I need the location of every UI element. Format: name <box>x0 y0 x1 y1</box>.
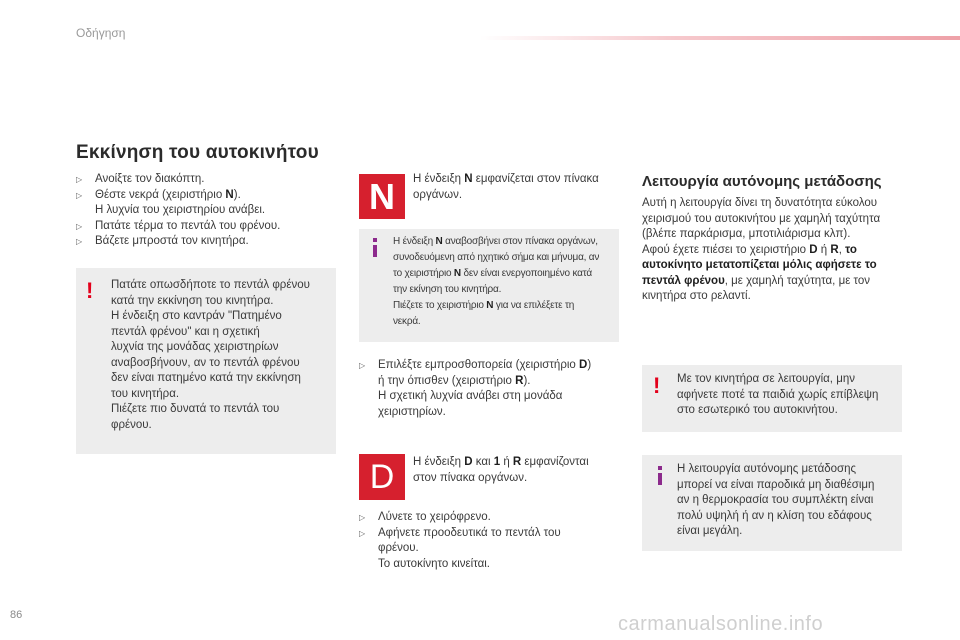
paragraph-line: κινητήρα στο ρελαντί. <box>642 290 751 302</box>
warning-line: αφήνετε ποτέ τα παιδιά χωρίς επίβλεψη <box>677 388 879 401</box>
info-icon <box>653 463 667 489</box>
step-text: Πατάτε τέρμα το πεντάλ του φρένου. <box>95 219 281 232</box>
clutch-info-box <box>642 455 902 551</box>
step-text: Λύνετε το χειρόφρενο. <box>378 511 491 523</box>
warning-line: αναβοσβήνουν, αν το πεντάλ φρένου <box>111 356 300 369</box>
warning-line: Η ένδειξη στο καντράν "Πατημένο <box>111 310 282 322</box>
warning-line: λυχνία της μονάδας χειριστηρίων <box>111 341 279 353</box>
warning-line: στο εσωτερικό του αυτοκινήτου. <box>677 404 838 416</box>
paragraph-line: Αυτή η λειτουργία δίνει τη δυνατότητα εύκολου <box>642 197 878 209</box>
step-text: χειριστηρίων. <box>378 405 446 418</box>
children-warning-box <box>642 365 902 432</box>
n-indicator-icon <box>359 174 405 219</box>
step-item <box>359 510 619 526</box>
paragraph-line: πεντάλ φρένου, με χαμηλή ταχύτητα, με τον <box>642 274 871 287</box>
section-label: Οδήγηση <box>76 26 126 40</box>
info-line: την εκίνηση του κινητήρα. <box>393 284 502 295</box>
d-indicator-text <box>413 455 623 486</box>
brake-warning-text <box>111 278 333 433</box>
step-text: Η λυχνία του χειριστηρίου ανάβει. <box>95 204 266 216</box>
paragraph-line: αυτοκίνητο μετατοπίζεται μόλις αφήσετε το <box>642 259 877 271</box>
step-text: Βάζετε μπροστά τον κινητήρα. <box>95 235 249 247</box>
warning-line: φρένου. <box>111 418 152 431</box>
bullet-arrow-icon: ▷ <box>76 221 83 231</box>
step-text: Η σχετική λυχνία ανάβει στη μονάδα <box>378 390 563 402</box>
indicator-line: Η ένδειξη D και 1 ή R εμφανίζονται <box>413 456 589 468</box>
step-text: Θέστε νεκρά (χειριστήριο N). <box>95 188 241 201</box>
watermark: carmanualsonline.info <box>618 613 824 635</box>
step-text: Το αυτοκίνητο κινείται. <box>378 557 491 570</box>
d-indicator-glyph: D <box>369 457 395 496</box>
header-divider <box>480 36 960 40</box>
info-line: μπορεί να είναι παροδικά μη διαθέσιμη <box>677 478 875 491</box>
paragraph-line: (βλέπε παρκάρισμα, μποτιλιάρισμα κλπ). <box>642 228 851 240</box>
step-item <box>76 219 336 235</box>
info-line: Η λειτουργία αυτόνομης μετάδοσης <box>677 463 857 475</box>
warning-icon: ! <box>653 373 661 398</box>
n-indicator-text <box>413 172 623 203</box>
n-info-box <box>359 229 619 342</box>
brake-warning-box <box>76 268 336 454</box>
step-item <box>76 172 336 188</box>
select-gear-steps <box>359 358 629 420</box>
n-indicator-glyph: N <box>369 175 395 217</box>
step-item <box>359 358 629 420</box>
d-indicator-icon <box>359 454 405 500</box>
indicator-line: στον πίνακα οργάνων. <box>413 471 528 484</box>
page-title: Εκκίνηση του αυτοκινήτου <box>76 142 319 163</box>
creep-mode-title: Λειτουργία αυτόνομης μετάδοσης <box>642 173 882 190</box>
info-line: αν η θερμοκρασία του συμπλέκτη είναι <box>677 494 874 506</box>
warning-line: του κινητήρα. <box>111 387 180 400</box>
step-item <box>76 234 336 250</box>
warning-line: Πατάτε οπωσδήποτε το πεντάλ φρένου <box>111 279 310 291</box>
paragraph-line: χειρισμού του αυτοκινήτου με χαμηλή ταχύτητα <box>642 212 881 225</box>
warning-line: πεντάλ φρένου" και η σχετική <box>111 325 260 338</box>
paragraph-line: Αφού έχετε πιέσει το χειριστήριο D ή R, το <box>642 243 857 256</box>
bullet-arrow-icon: ▷ <box>76 175 83 184</box>
info-line: είναι μεγάλη. <box>677 525 743 537</box>
page-number: 86 <box>10 609 23 621</box>
info-icon <box>368 235 382 261</box>
bullet-arrow-icon: ▷ <box>76 190 83 200</box>
bullet-arrow-icon: ▷ <box>359 361 366 370</box>
indicator-line: Η ένδειξη N εμφανίζεται στον πίνακα <box>413 173 599 185</box>
step-text: φρένου. <box>378 542 419 554</box>
bullet-arrow-icon: ▷ <box>359 528 366 538</box>
warning-line: κατά την εκκίνηση του κινητήρα. <box>111 294 274 307</box>
warning-line: Πιέζετε πιο δυνατά το πεντάλ του <box>111 403 280 415</box>
bullet-arrow-icon: ▷ <box>359 513 366 522</box>
warning-icon: ! <box>86 278 94 303</box>
step-item <box>359 526 619 573</box>
clutch-info-text <box>677 462 899 540</box>
info-line: Πιέζετε το χειριστήριο N για να επιλέξετε τη <box>393 300 575 311</box>
creep-mode-paragraph <box>642 196 912 305</box>
indicator-line: οργάνων. <box>413 188 463 201</box>
step-item <box>76 188 336 219</box>
step-text: Επιλέξτε εμπροσθοπορεία (χειριστήριο D) <box>378 359 592 371</box>
children-warning-text <box>677 372 899 419</box>
info-line: Η ένδειξη N αναβοσβήνει στον πίνακα οργάνων, <box>393 236 598 247</box>
bullet-arrow-icon: ▷ <box>76 237 83 246</box>
info-line: πολύ υψηλή ή αν η κλίση του εδάφους <box>677 509 872 522</box>
step-text: Αφήνετε προοδευτικά το πεντάλ του <box>378 526 561 539</box>
start-steps-list <box>76 172 336 250</box>
info-line: το χειριστήριο N δεν είναι ενεργοποιημένο κατά <box>393 268 592 279</box>
n-info-text <box>393 234 617 330</box>
warning-line: δεν είναι πατημένο κατά την εκκίνηση <box>111 372 301 384</box>
info-line: συνοδευόμενη από ηχητικό σήμα και μήνυμα, αν <box>393 252 600 263</box>
step-text: Ανοίξτε τον διακόπτη. <box>95 173 205 185</box>
release-steps <box>359 510 619 572</box>
warning-line: Με τον κινητήρα σε λειτουργία, μην <box>677 373 855 385</box>
step-text: ή την όπισθεν (χειριστήριο R). <box>378 374 531 387</box>
info-line: νεκρά. <box>393 316 421 327</box>
